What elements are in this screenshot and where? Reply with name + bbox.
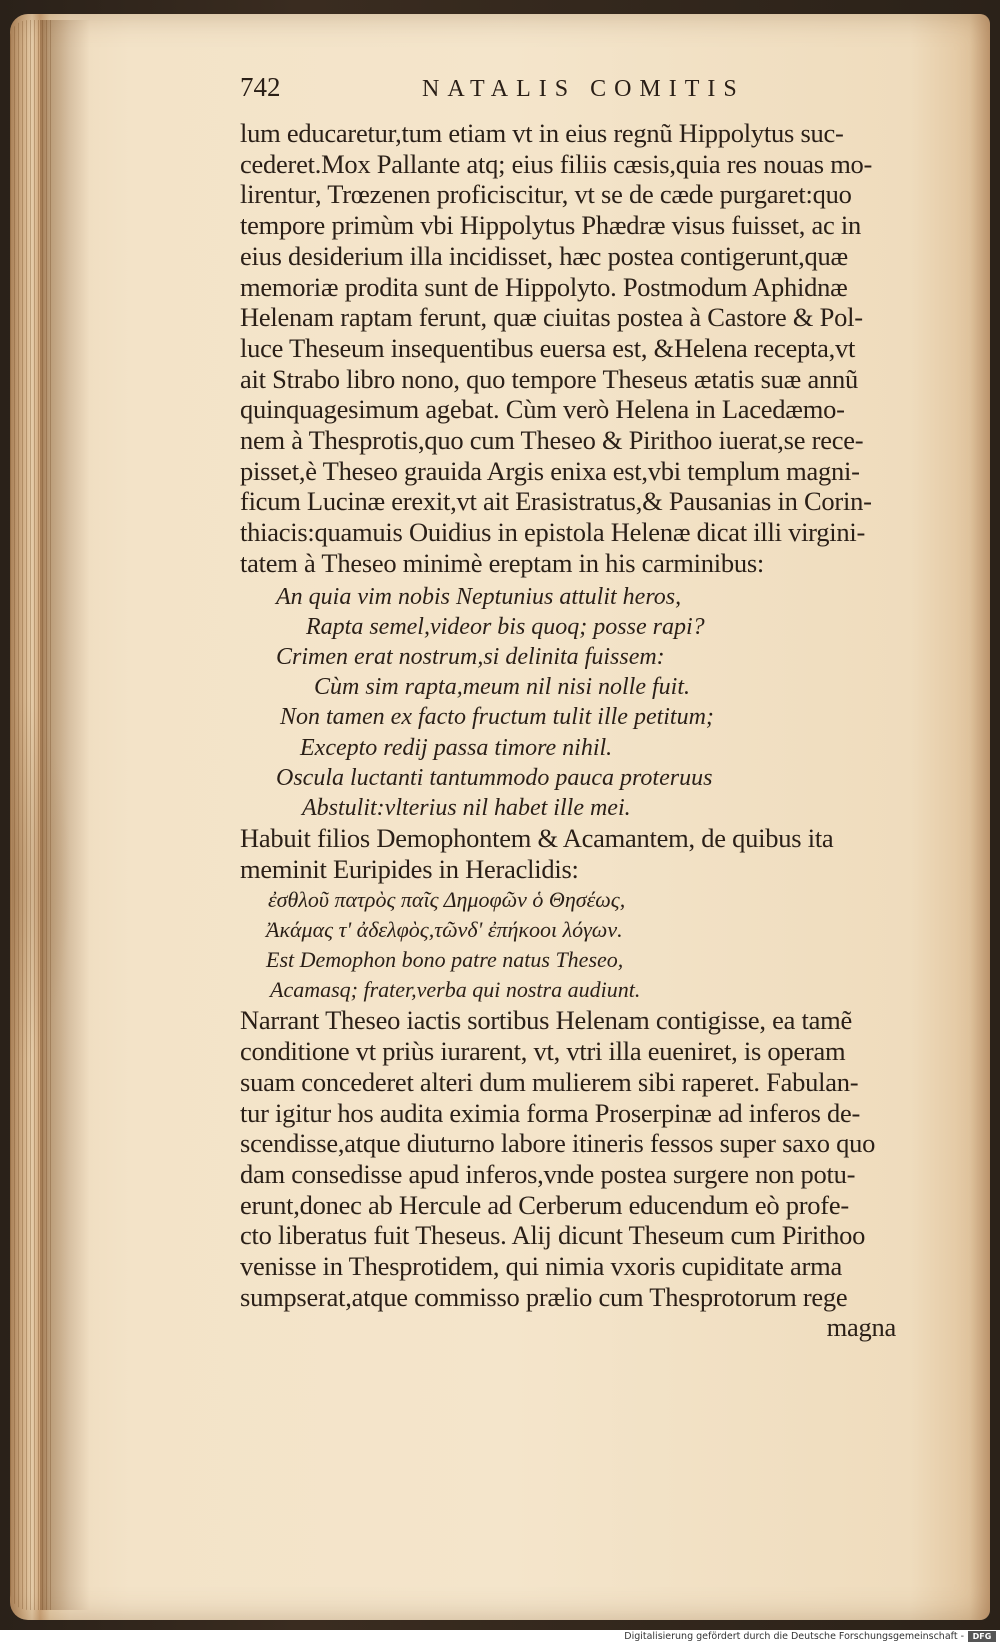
text-line: pisset,è Theseo grauida Argis enixa est,vbi templum magni- xyxy=(240,455,860,486)
verse-line: Oscula luctanti tantummodo pauca proteruus xyxy=(276,764,713,791)
prose-block-3 xyxy=(240,1005,910,1343)
text-line: lum educaretur,tum etiam vt in eius regnũ Hippolytus suc- xyxy=(240,118,844,148)
page-stain xyxy=(12,690,72,1070)
verse-line: Rapta semel,videor bis quoq; posse rapi? xyxy=(306,613,705,640)
catchword: magna xyxy=(826,1312,896,1343)
funding-credit: Digitalisierung gefördert durch die Deutsche Forschungsgemeinschaft - xyxy=(624,1631,964,1642)
text-line: sumpserat,atque commisso prælio cum Thesprotorum rege xyxy=(240,1281,848,1312)
text-line: memoriæ prodita sunt de Hippolyto. Postmodum Aphidnæ xyxy=(240,271,848,302)
text-line: tatem à Theseo minimè ereptam in his carminibus: xyxy=(240,547,764,578)
verse-line: Cùm sim rapta,meum nil nisi nolle fuit. xyxy=(314,674,691,701)
running-head xyxy=(240,72,910,118)
text-line: Narrant Theseo iactis sortibus Helenam contigisse, ea tamẽ xyxy=(240,1005,852,1036)
prose-block-2 xyxy=(240,823,910,884)
text-line: Habuit filios Demophontem & Acamantem, de quibus ita xyxy=(240,823,834,854)
text-line: dam consedisse apud inferos,vnde postea surgere non potu- xyxy=(240,1158,856,1189)
verse-line: Est Demophon bono patre natus Theseo, xyxy=(266,946,624,972)
running-title: NATALIS COMITIS xyxy=(422,76,745,102)
text-line: ficum Lucinæ erexit,vt ait Erasistratus,& Pausanias in Corin- xyxy=(240,486,872,517)
text-line: cederet.Mox Pallante atq; eius filiis cæsis,quia res nouas mo- xyxy=(240,148,873,179)
verse-line: An quia vim nobis Neptunius attulit heros, xyxy=(276,583,682,610)
text-line: tur igitur hos audita eximia forma Proserpinæ ad inferos de- xyxy=(240,1097,861,1128)
text-line: thiacis:quamuis Ouidius in epistola Helenæ dicat illi virgini- xyxy=(240,517,866,548)
text-line: meminit Euripides in Heraclidis: xyxy=(240,853,579,884)
text-line: tempore primùm vbi Hippolytus Phædræ visus fuisset, ac in xyxy=(240,210,861,241)
page-number: 742 xyxy=(240,72,281,102)
dfg-logo: DFG xyxy=(968,1631,996,1642)
text-line: Helenam raptam ferunt, quæ ciuitas postea à Castore & Pol- xyxy=(240,302,863,333)
verse-line: Acamasq; frater,verba qui nostra audiunt. xyxy=(270,977,641,1003)
verse-line: Ἀκάμας τ' ἀδελφὸς,τῶνδ' ἐπήκοοι λόγων. xyxy=(266,916,623,942)
text-line: scendisse,atque diuturno labore itineris fessos super saxo quo xyxy=(240,1128,876,1159)
page-text xyxy=(240,72,910,1343)
footer-bar xyxy=(0,1630,1000,1643)
text-line: eius desiderium illa incidisset, hæc postea contigerunt,quæ xyxy=(240,240,848,271)
text-line: quinquagesimum agebat. Cùm verò Helena in Lacedæmo- xyxy=(240,394,845,425)
text-line: conditione vt priùs iurarent, vt, vtri illa eueniret, is operam xyxy=(240,1036,846,1067)
verse-line: ἐσθλοῦ πατρὸς παῖς Δημοφῶν ὁ Θησέως, xyxy=(268,886,626,912)
verse-line: Non tamen ex facto fructum tulit ille petitum; xyxy=(280,704,714,731)
text-line: cto liberatus fuit Theseus. Alij dicunt Theseum cum Pirithoo xyxy=(240,1220,866,1251)
text-line: erunt,donec ab Hercule ad Cerberum educendum eò profe- xyxy=(240,1189,849,1220)
text-line: lirentur, Trœzenen proficiscitur, vt se de cæde purgaret:quo xyxy=(240,179,852,210)
text-line: suam concederet alteri dum mulierem sibi raperet. Fabulan- xyxy=(240,1066,859,1097)
verse-line: Crimen erat nostrum,si delinita fuissem: xyxy=(276,643,665,670)
latin-verse xyxy=(240,582,910,824)
text-line: nem à Thesprotis,quo cum Theseo & Pirithoo iuerat,se rece- xyxy=(240,425,864,456)
text-line: venisse in Thesprotidem, qui nimia vxoris cupiditate arma xyxy=(240,1251,842,1282)
text-line: ait Strabo libro nono, quo tempore Theseus ætatis suæ annũ xyxy=(240,363,858,394)
prose-block-1 xyxy=(240,118,910,579)
verse-line: Excepto redij passa timore nihil. xyxy=(300,734,613,761)
verse-line: Abstulit:vlterius nil habet ille mei. xyxy=(302,794,631,821)
greek-verse xyxy=(240,885,910,1006)
text-line: luce Theseum insequentibus euersa est, &Helena recepta,vt xyxy=(240,332,856,363)
